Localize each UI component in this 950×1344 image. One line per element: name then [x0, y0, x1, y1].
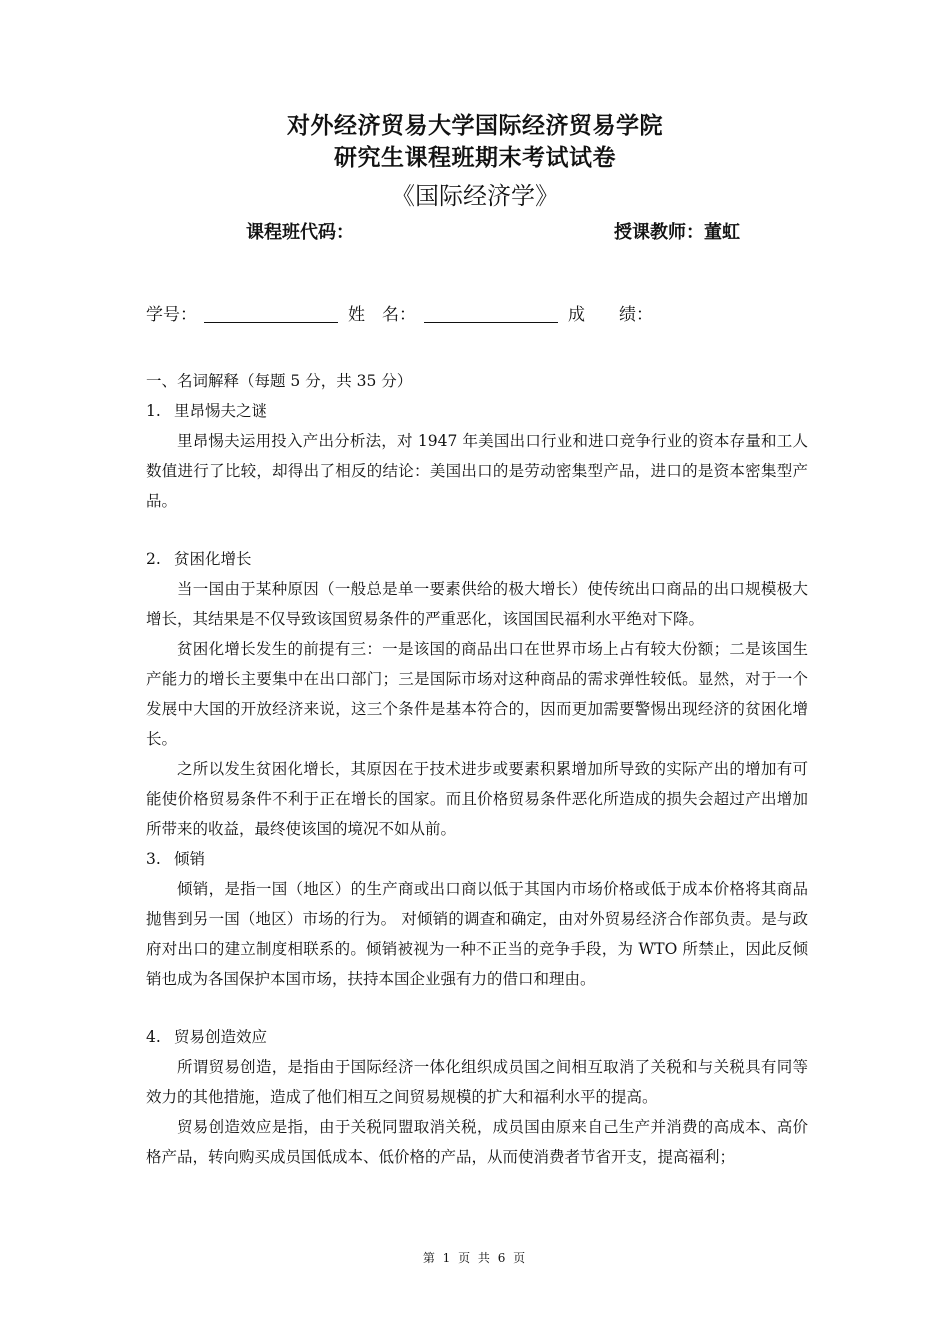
title-block: [0, 110, 950, 216]
term-paragraph: 之所以发生贫困化增长，其原因在于技术进步或要素积累增加所导致的实际产出的增加有可能使价格贸易条件不利于正在增长的国家。而且价格贸易条件恶化所造成的损失会超过产出增加所带来的收益，最终使该国的境况不如从前。: [146, 760, 808, 838]
term-name: 贫困化增长: [174, 550, 252, 568]
term-paragraph: 当一国由于某种原因（一般总是单一要素供给的极大增长）使传统出口商品的出口规模极大增长，其结果是不仅导致该国贸易条件的严重恶化，该国国民福利水平绝对下降。: [146, 580, 808, 628]
student-id-blank: [204, 322, 338, 323]
term-title: [146, 396, 808, 426]
term-paragraph: 贸易创造效应是指，由于关税同盟取消关税，成员国由原来自己生产并消费的高成本、高价格产品，转向购买成员国低成本、低价格的产品，从而使消费者节省开支，提高福利；: [146, 1118, 808, 1166]
term-paragraph: 倾销，是指一国（地区）的生产商或出口商以低于其国内市场价格或低于成本价格将其商品抛售到另一国（地区）市场的行为。 对倾销的调查和确定，由对外贸易经济合作部负责。是与政府对出口的建立制度相联系的。倾销被视为一种不正当的竞争手段，为 WTO 所禁止，因此反倾销也成为各国保护本国市场，扶持本国企业强有力的借口和理由。: [146, 880, 808, 988]
page-number-footer: 第 1 页 共 6 页: [422, 1251, 528, 1265]
term-title: [146, 844, 808, 874]
term-paragraph: 所谓贸易创造，是指由于国际经济一体化组织成员国之间相互取消了关税和与关税具有同等效力的其他措施，造成了他们相互之间贸易规模的扩大和福利水平的提高。: [146, 1058, 808, 1106]
section-heading: 一、名词解释（每题 5 分，共 35 分）: [146, 372, 413, 390]
spacer: [146, 994, 808, 1022]
spacer: [146, 516, 808, 544]
term-number: 1.: [146, 402, 161, 420]
term-name: 贸易创造效应: [174, 1028, 268, 1046]
class-code-label: 课程班代码：: [246, 222, 354, 243]
student-name-blank: [424, 322, 558, 323]
course-title: 《国际经济学》: [391, 182, 559, 210]
term-paragraph: 里昂惕夫运用投入产出分析法，对 1947 年美国出口行业和进口竞争行业的资本存量和工人数值进行了比较，却得出了相反的结论：美国出口的是劳动密集型产品，进口的是资本密集型产品。: [146, 432, 808, 510]
term-number: 4.: [146, 1028, 161, 1046]
term-number: 2.: [146, 550, 161, 568]
student-name-label: 姓 名：: [348, 305, 416, 325]
term-name: 里昂惕夫之谜: [174, 402, 268, 420]
score-label: 成 绩：: [568, 305, 653, 325]
term-paragraph: 贫困化增长发生的前提有三：一是该国的商品出口在世界市场上占有较大份额；二是该国生产能力的增长主要集中在出口部门；三是国际市场对这种商品的需求弹性较低。显然，对于一个发展中大国的开放经济来说，这三个条件是基本符合的，因而更加需要警惕出现经济的贫困化增长。: [146, 640, 808, 748]
term-title: [146, 544, 808, 574]
exam-title: 研究生课程班期末考试试卷: [334, 145, 616, 171]
term-number: 3.: [146, 850, 161, 868]
exam-content: [146, 366, 808, 1172]
term-title: [146, 1022, 808, 1052]
teacher-label: 授课教师：董虹: [614, 222, 740, 243]
school-title: 对外经济贸易大学国际经济贸易学院: [287, 113, 663, 139]
student-id-label: 学号：: [146, 305, 197, 325]
course-meta-row: [0, 218, 950, 248]
student-info-row: [0, 298, 950, 328]
term-name: 倾销: [174, 850, 206, 868]
